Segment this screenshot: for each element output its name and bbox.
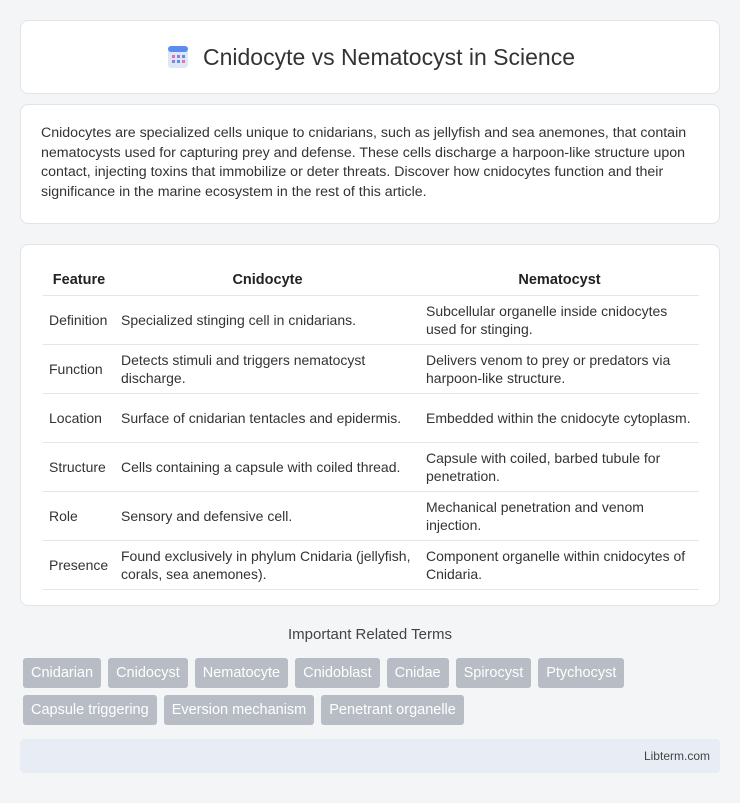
- footer: [20, 739, 720, 773]
- page-title: Cnidocyte vs Nematocyst in Science: [203, 43, 575, 70]
- table-row: [43, 295, 699, 344]
- related-terms-list: [23, 658, 713, 725]
- header-feature: Feature: [43, 265, 115, 295]
- tag-cnidae[interactable]: Cnidae: [387, 658, 449, 688]
- comparison-table-card: [20, 244, 720, 606]
- row-feature: Role: [43, 491, 115, 540]
- tag-spirocyst[interactable]: Spirocyst: [456, 658, 532, 688]
- intro-card: [20, 104, 720, 224]
- related-terms-heading: Important Related Terms: [288, 626, 452, 643]
- table-row: [43, 491, 699, 540]
- row-cnidocyte: Detects stimuli and triggers nematocyst discharge.: [115, 344, 420, 393]
- row-nematocyst: Component organelle within cnidocytes of Cnidaria.: [420, 540, 699, 589]
- tag-cnidarian[interactable]: Cnidarian: [23, 658, 101, 688]
- row-nematocyst: Capsule with coiled, barbed tubule for penetration.: [420, 442, 699, 491]
- table-header-row: [43, 265, 699, 295]
- row-cnidocyte: Found exclusively in phylum Cnidaria (jellyfish, corals, sea anemones).: [115, 540, 420, 589]
- row-cnidocyte: Specialized stinging cell in cnidarians.: [115, 295, 420, 344]
- row-feature: Presence: [43, 540, 115, 589]
- comparison-table: [43, 265, 699, 590]
- row-nematocyst: Subcellular organelle inside cnidocytes used for stinging.: [420, 295, 699, 344]
- footer-site-link[interactable]: Libterm.com: [643, 749, 710, 763]
- table-row: [43, 393, 699, 442]
- tag-nematocyte[interactable]: Nematocyte: [195, 658, 288, 688]
- header-cnidocyte: Cnidocyte: [115, 265, 420, 295]
- table-row: [43, 442, 699, 491]
- table-row: [43, 344, 699, 393]
- intro-text: Cnidocytes are specialized cells unique to cnidarians, such as jellyfish and sea anemones, that contain nematocysts used for capturing prey and defense. These cells discharge a harpoon-like structure upon contact, injecting toxins that immobilize or deter threats. Discover how cnidocytes function and their significance in the marine ecosystem in the rest of this article.: [41, 125, 687, 200]
- tag-cnidocyst[interactable]: Cnidocyst: [108, 658, 188, 688]
- row-cnidocyte: Sensory and defensive cell.: [115, 491, 420, 540]
- row-cnidocyte: Cells containing a capsule with coiled thread.: [115, 442, 420, 491]
- tag-eversion-mechanism[interactable]: Eversion mechanism: [164, 695, 315, 725]
- tag-ptychocyst[interactable]: Ptychocyst: [538, 658, 624, 688]
- row-feature: Definition: [43, 295, 115, 344]
- row-feature: Structure: [43, 442, 115, 491]
- row-nematocyst: Mechanical penetration and venom injection.: [420, 491, 699, 540]
- header-nematocyst: Nematocyst: [420, 265, 699, 295]
- tag-penetrant-organelle[interactable]: Penetrant organelle: [321, 695, 464, 725]
- table-row: [43, 540, 699, 589]
- title-card: [20, 20, 720, 94]
- row-feature: Function: [43, 344, 115, 393]
- row-feature: Location: [43, 393, 115, 442]
- row-cnidocyte: Surface of cnidarian tentacles and epidermis.: [115, 393, 420, 442]
- tag-capsule-triggering[interactable]: Capsule triggering: [23, 695, 157, 725]
- row-nematocyst: Embedded within the cnidocyte cytoplasm.: [420, 393, 699, 442]
- tag-cnidoblast[interactable]: Cnidoblast: [295, 658, 380, 688]
- row-nematocyst: Delivers venom to prey or predators via harpoon-like structure.: [420, 344, 699, 393]
- document-list-icon: [165, 44, 191, 70]
